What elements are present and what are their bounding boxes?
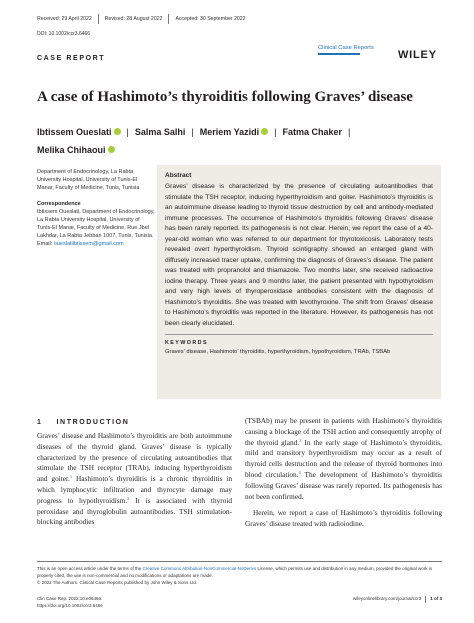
doi[interactable]: DOI: 10.1002/ccr3.6466 [37,31,91,37]
license-link[interactable]: Creative Commons Attribution-NonCommercial-NoDerivs [142,566,257,571]
author-separator: | [348,127,351,137]
author-name[interactable]: Fatma Chaker [282,127,342,137]
keywords-divider [165,334,433,335]
reference-link[interactable]: 4 [298,469,301,475]
article-dates [37,14,252,24]
correspondence-heading: Correspondence [37,201,81,207]
reference-link[interactable]: 3 [299,437,302,443]
abstract-text: Graves’ disease is characterized by the presence of circulating autoantibodies that stimulate the TSH receptor, inducing hyperthyroidism and goiter. Hashimoto’s thyroiditis is an autoimmune disease leading to thyroid tissue destruction by cell and antibody-mediated immune processes. The occurrence of Hashimoto’s thyroiditis following Graves’ disease has been rarely reported. Its pathogenesis is not clear. Herein, we report the case of a 40-year-old woman who was referred to our department for thyrotoxicosis. Laboratory tests revealed overt hyperthyroidism. Thyroid scintigraphy showed an enlarged gland with diffusely increased tracer uptake, confirming the diagnosis of Graves’s disease. The patient was treated with propranolol and thiamazole. Two months later, she received radioactive iodine therapy. Three years and 9 months later, the patient presented with hypothyroidism and very high levels of thyroperoxidase antibodies consistent with the diagnosis of Hashimoto’s thyroiditis. She was treated with levothyroxine. The shift from Graves’ disease to Hashimoto’s thyroiditis was reported in the literature. However, its pathogenesis has not been clearly elucidated. [165,183,433,327]
paragraph: (TSBAb) may be present in patients with Hashimoto’s thyroiditis causing a blockage of the TSH action and consequently atrophy of the thyroid gland.$^3$ In the early stage of Hashimoto’s thyroiditis, mild and transitory hyperthyroidism may occur as a result of thyroid cells destruction and the release of thyroid hormones into blood circulation.$^4$ The development of Hashimoto’s thyroiditis following Graves’ disease was rarely reported. Its pathogenesis has not been confirmed. [245,416,442,501]
author-separator: | [126,127,129,137]
institution: Department of Endocrinology, La Rabta University Hospital, University of Tunis-El Manar, Faculty of Medicine, Tunis, Tunisia [37,169,140,191]
correspondence-address: Ibtissem Oueslati, Department of Endocrinology, La Rabta University Hospital, University of Tunis-El Manar, Faculty of Medicine, Rue Jbel Lakhdar, La Rabta Jebbari 1007, Tunis, Tunisia. [37,209,155,239]
author-separator: | [274,127,277,137]
reference-link[interactable]: 1 [69,474,73,480]
orcid-icon[interactable] [108,146,115,153]
body-column-left [37,431,232,528]
author-name[interactable]: Melika Chihaoui [37,145,106,155]
citation: Clin Case Rep. 2022;10:e06466. [37,596,103,601]
section-title: INTRODUCTION [56,419,130,426]
accepted-date: Accepted: 30 September 2022 [175,16,246,22]
license-text: This is an open access article under the terms of the Creative Commons Attribution-NonCommercial-NoDerivs License, which permits use and distribution in any medium, provided the original work is properly cited, the use is non-commercial and no modifications or adaptations are made. [37,566,432,578]
footer-right [353,596,442,603]
copyright: © 2022 The Authors. Clinical Case Reports published by John Wiley & Sons Ltd. [37,579,198,585]
doi-url[interactable]: https://doi.org/10.1002/ccr3.6466 [37,602,103,608]
orcid-icon[interactable] [261,128,268,135]
section-number: 1 [37,419,43,426]
author-list [37,123,442,159]
body-column-right [245,416,442,530]
abstract-heading: Abstract [165,172,192,179]
email-link[interactable]: oueslatiibtissem@gmail.com [53,241,124,247]
publisher-logo: WILEY [398,49,437,61]
received-date: Received: 29 April 2022 [37,14,99,24]
email-label: Email: [37,241,53,247]
author-separator: | [191,127,194,137]
revised-date: Revised: 28 August 2022 [105,14,170,24]
orcid-icon[interactable] [114,128,121,135]
journal-site-link[interactable]: wileyonlinelibrary.com/journal/ccr3 [353,596,426,603]
author-name[interactable]: Meriem Yazidi [199,127,260,137]
author-name[interactable]: Ibtissem Oueslati [37,127,112,137]
keywords-heading: KEYWORDS [165,340,208,346]
paragraph: Herein, we report a case of Hashimoto’s thyroiditis following Graves’ disease treated with radioiodine. [245,508,442,529]
section-heading [37,419,129,426]
affiliation-column [37,168,155,248]
keywords-list: Graves’ disease, Hashimoto’ thyroiditis, hyperthyroidism, hypothyroidism, TRAb, TSBAb [165,349,391,355]
article-title: A case of Hashimoto’s thyroiditis following Graves’ disease [37,89,413,105]
article-type: CASE REPORT [37,55,106,62]
page-number: 1 of 3 [430,596,442,601]
paragraph: Graves’ disease and Hashimoto’s thyroiditis are both autoimmune diseases of the thyroid gland. Graves’ disease is typically characterized by the presence of circulating autoantibodies that stimulate the TSH receptor (TRAb), inducing hyperthyroidism and goiter.$^1$ Hashimoto’s thyroiditis is a chronic thyroiditis in which lymphocytic infiltration and thyrocyte damage may progress to hypothyroidism.$^2$ It is associated with thyroid peroxidase and thyroglobulin autoantibodies. TSH stimulation-blocking antibodies [37,431,232,527]
reference-link[interactable]: 2 [127,495,130,501]
page-footer [37,596,442,610]
journal-name[interactable]: Clinical Case Reports [318,45,374,51]
license-footnote [37,561,442,586]
abstract-box [157,165,441,399]
correspondence-email [37,240,155,248]
author-name[interactable]: Salma Salhi [134,127,186,137]
journal-underline [318,53,360,55]
